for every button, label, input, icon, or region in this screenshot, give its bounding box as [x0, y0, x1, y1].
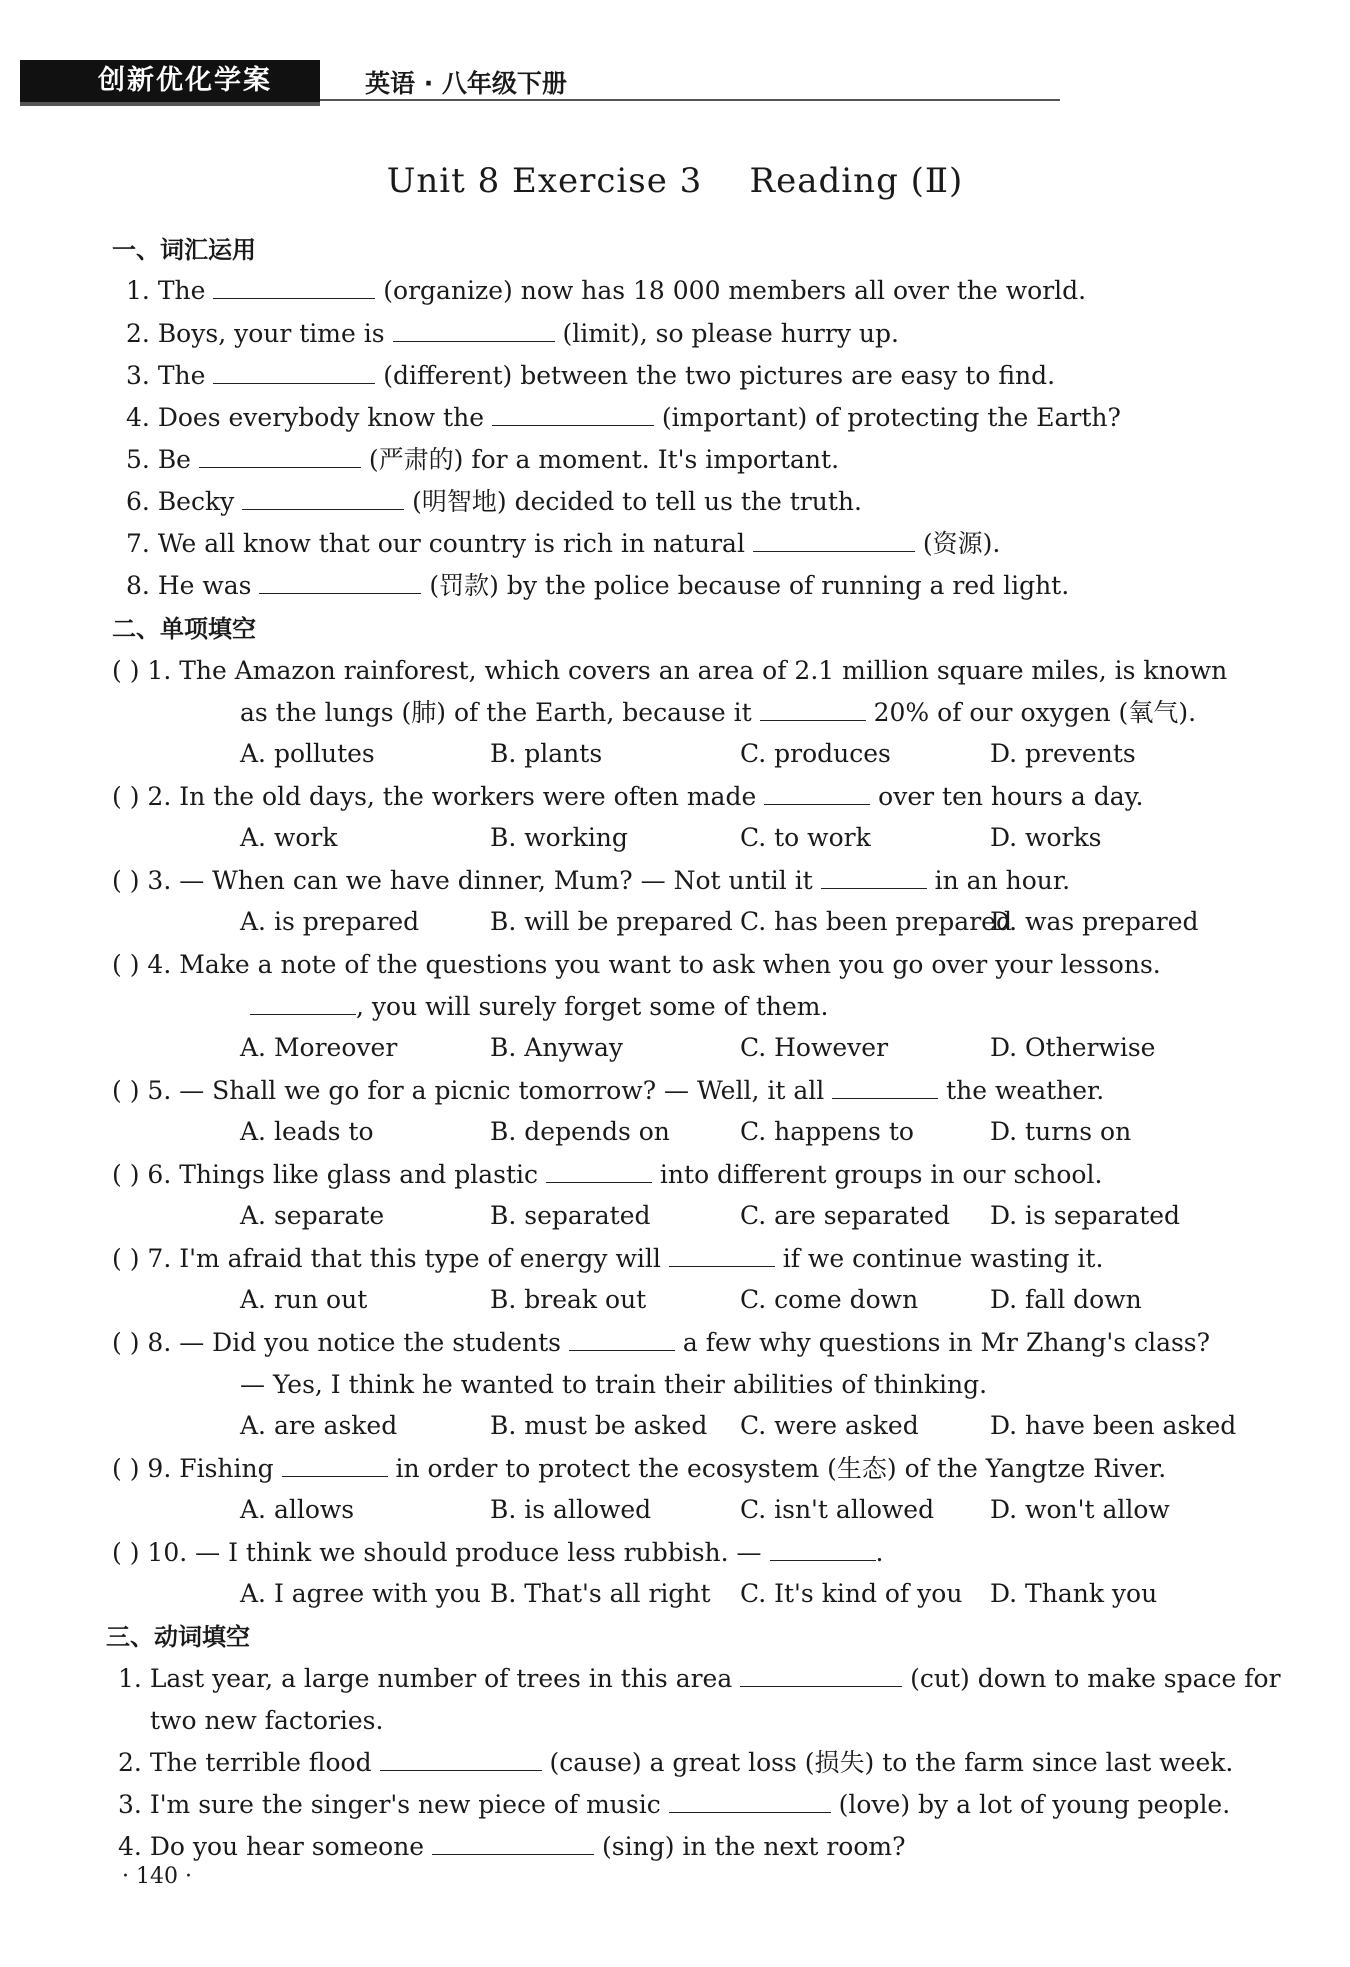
item-text: (cut) down to make space for [910, 1664, 1281, 1693]
option[interactable]: B. depends on [490, 1117, 670, 1146]
item-text: . [875, 1538, 884, 1567]
item-text: The [157, 361, 206, 390]
vocab-item-3 [126, 359, 1055, 393]
item-text: — When can we have dinner, Mum? — Not until it [179, 866, 813, 895]
answer-blank[interactable] [213, 274, 375, 299]
item-text: — I think we should produce less rubbish. — [195, 1538, 762, 1567]
vocab-item-5 [126, 443, 839, 477]
item-text: The Amazon rainforest, which covers an area of 2.1 million square miles, is known [179, 656, 1228, 685]
answer-blank[interactable] [432, 1830, 594, 1855]
item-text: (明智地) decided to tell us the truth. [412, 487, 862, 516]
brand-logo: 创新优化学案 [20, 60, 320, 106]
option[interactable]: C. are separated [740, 1201, 950, 1230]
page-number: · 140 · [122, 1864, 192, 1889]
answer-paren[interactable]: ( ) [112, 1538, 140, 1567]
option[interactable]: D. Otherwise [990, 1033, 1156, 1062]
vocab-item-6 [126, 485, 862, 519]
option[interactable]: A. work [240, 823, 338, 852]
item-text: (organize) now has 18 000 members all over the world. [383, 276, 1087, 305]
vocab-item-4 [126, 401, 1121, 435]
answer-blank[interactable] [770, 1536, 876, 1561]
item-number: 5. [126, 445, 150, 474]
answer-paren[interactable]: ( ) [112, 866, 140, 895]
answer-paren[interactable]: ( ) [112, 1454, 140, 1483]
mc-question-5 [112, 1074, 1104, 1108]
item-text: We all know that our country is rich in natural [157, 529, 745, 558]
item-number: 10. [147, 1538, 188, 1567]
option[interactable]: C. come down [740, 1285, 919, 1314]
item-text: (important) of protecting the Earth? [661, 403, 1121, 432]
option[interactable]: B. is allowed [490, 1495, 652, 1524]
answer-paren[interactable]: ( ) [112, 656, 140, 685]
option[interactable]: C. isn't allowed [740, 1495, 935, 1524]
option[interactable]: C. happens to [740, 1117, 914, 1146]
verb-item-1 [118, 1662, 1281, 1696]
answer-blank[interactable] [213, 359, 375, 384]
item-number: 7. [147, 1244, 172, 1273]
item-number: 4. [126, 403, 150, 432]
item-number: 2. [118, 1748, 142, 1777]
option[interactable]: C. to work [740, 823, 871, 852]
item-text: The terrible flood [149, 1748, 372, 1777]
item-number: 2. [147, 782, 172, 811]
item-number: 2. [126, 319, 150, 348]
header-divider [320, 99, 1060, 101]
item-number: 8. [126, 571, 150, 600]
item-number: 4. [118, 1832, 142, 1861]
answer-blank[interactable] [753, 527, 915, 552]
item-text: (love) by a lot of young people. [838, 1790, 1231, 1819]
answer-blank[interactable] [832, 1074, 938, 1099]
item-number: 7. [126, 529, 150, 558]
answer-paren[interactable]: ( ) [112, 1244, 140, 1273]
answer-blank[interactable] [250, 990, 356, 1015]
option[interactable]: C. It's kind of you [740, 1579, 963, 1608]
item-text: Be [157, 445, 191, 474]
mc-question-2 [112, 780, 1143, 814]
mc-question-8-line2: — Yes, I think he wanted to train their abilities of thinking. [240, 1370, 988, 1399]
mc-question-4-line2 [250, 990, 828, 1024]
verb-item-2 [118, 1746, 1233, 1780]
item-text: Fishing [179, 1454, 274, 1483]
mc-question-7 [112, 1242, 1103, 1276]
item-text: (limit), so please hurry up. [562, 319, 899, 348]
option[interactable]: B. plants [490, 739, 603, 768]
option[interactable]: A. I agree with you [240, 1579, 481, 1608]
option[interactable]: A. pollutes [240, 739, 375, 768]
item-number: 1. [147, 656, 172, 685]
item-text: (严肃的) for a moment. It's important. [368, 445, 840, 474]
option[interactable]: D. is separated [990, 1201, 1181, 1230]
item-number: 6. [126, 487, 150, 516]
section-heading: 二、单项填空 [112, 615, 256, 643]
mc-question-8 [112, 1326, 1210, 1360]
item-text: if we continue wasting it. [782, 1244, 1104, 1273]
option[interactable]: C. produces [740, 739, 891, 768]
option[interactable]: D. fall down [990, 1285, 1142, 1314]
item-text: (sing) in the next room? [602, 1832, 906, 1861]
answer-blank[interactable] [259, 569, 421, 594]
mc-question-10 [112, 1536, 883, 1570]
item-text: The [157, 276, 206, 305]
item-text: — Did you notice the students [179, 1328, 561, 1357]
mc-question-3 [112, 864, 1070, 898]
answer-blank[interactable] [282, 1452, 388, 1477]
verb-item-4 [118, 1830, 905, 1864]
item-text: in order to protect the ecosystem (生态) of the Yangtze River. [395, 1454, 1167, 1483]
page-header [20, 60, 1060, 104]
option[interactable]: D. won't allow [990, 1495, 1170, 1524]
item-number: 1. [118, 1664, 142, 1693]
item-text: in an hour. [934, 866, 1071, 895]
item-text: , you will surely forget some of them. [356, 992, 829, 1021]
answer-blank[interactable] [393, 317, 555, 342]
option[interactable]: D. prevents [990, 739, 1136, 768]
option[interactable]: B. working [490, 823, 628, 852]
answer-paren[interactable]: ( ) [112, 782, 140, 811]
option[interactable]: C. However [740, 1033, 889, 1062]
item-text: a few why questions in Mr Zhang's class? [682, 1328, 1211, 1357]
answer-blank[interactable] [569, 1326, 675, 1351]
item-text: (资源). [922, 529, 1001, 558]
option[interactable]: C. were asked [740, 1411, 919, 1440]
mc-question-1 [112, 654, 1227, 688]
option[interactable]: D. have been asked [990, 1411, 1237, 1440]
item-text: 20% of our oxygen (氧气). [873, 698, 1197, 727]
answer-blank[interactable] [492, 401, 654, 426]
item-text: Things like glass and plastic [179, 1160, 539, 1189]
item-number: 3. [118, 1790, 142, 1819]
section-heading: 三、动词填空 [106, 1623, 250, 1651]
answer-paren[interactable]: ( ) [112, 950, 140, 979]
item-number: 8. [147, 1328, 172, 1357]
item-text: Does everybody know the [157, 403, 484, 432]
item-text: into different groups in our school. [659, 1160, 1103, 1189]
option[interactable]: A. Moreover [240, 1033, 398, 1062]
answer-blank[interactable] [740, 1662, 902, 1687]
option[interactable]: A. leads to [240, 1117, 374, 1146]
item-text: — Shall we go for a picnic tomorrow? — Well, it all [179, 1076, 825, 1105]
option[interactable]: A. separate [240, 1201, 385, 1230]
mc-question-1-line2 [240, 696, 1196, 730]
option[interactable]: A. are asked [240, 1411, 398, 1440]
answer-blank[interactable] [669, 1242, 775, 1267]
option[interactable]: B. separated [490, 1201, 651, 1230]
option[interactable]: B. must be asked [490, 1411, 708, 1440]
answer-blank[interactable] [242, 485, 404, 510]
item-text: In the old days, the workers were often made [179, 782, 757, 811]
option[interactable]: D. Thank you [990, 1579, 1158, 1608]
item-number: 1. [126, 276, 150, 305]
vocab-item-2 [126, 317, 899, 351]
item-text: (cause) a great loss (损失) to the farm since last week. [549, 1748, 1234, 1777]
verb-item-3 [118, 1788, 1230, 1822]
mc-question-6 [112, 1158, 1102, 1192]
item-text: He was [157, 571, 252, 600]
item-text: (different) between the two pictures are easy to find. [383, 361, 1056, 390]
vocab-item-1 [126, 274, 1086, 308]
option[interactable]: B. Anyway [490, 1033, 623, 1062]
answer-blank[interactable] [821, 864, 927, 889]
answer-blank[interactable] [760, 696, 866, 721]
answer-blank[interactable] [199, 443, 361, 468]
answer-blank[interactable] [764, 780, 870, 805]
page-title: Unit 8 Exercise 3 Reading (Ⅱ) [386, 161, 964, 201]
item-number: 3. [147, 866, 172, 895]
vocab-item-7 [126, 527, 1000, 561]
item-number: 3. [126, 361, 150, 390]
answer-paren[interactable]: ( ) [112, 1160, 140, 1189]
option[interactable]: B. will be prepared [490, 907, 733, 936]
section-heading: 一、词汇运用 [112, 236, 256, 264]
item-number: 5. [147, 1076, 172, 1105]
mc-question-9 [112, 1452, 1166, 1486]
mc-question-4 [112, 948, 1161, 982]
verb-item-1-line2: two new factories. [150, 1706, 384, 1735]
option[interactable]: A. allows [240, 1495, 355, 1524]
item-text: Do you hear someone [149, 1832, 425, 1861]
subject-title: 英语 · 八年级下册 [365, 69, 567, 98]
option[interactable]: D. was prepared [990, 907, 1199, 936]
vocab-item-8 [126, 569, 1069, 603]
option[interactable]: D. works [990, 823, 1102, 852]
item-text: as the lungs (肺) of the Earth, because it [240, 698, 752, 727]
answer-paren[interactable]: ( ) [112, 1076, 140, 1105]
option[interactable]: B. That's all right [490, 1579, 711, 1608]
item-text: (罚款) by the police because of running a red light. [429, 571, 1070, 600]
item-number: 6. [147, 1160, 172, 1189]
item-text: the weather. [946, 1076, 1105, 1105]
item-number: 9. [147, 1454, 172, 1483]
answer-blank[interactable] [380, 1746, 542, 1771]
item-number: 4. [147, 950, 172, 979]
answer-blank[interactable] [546, 1158, 652, 1183]
answer-blank[interactable] [669, 1788, 831, 1813]
option[interactable]: A. run out [240, 1285, 368, 1314]
option[interactable]: D. turns on [990, 1117, 1132, 1146]
item-text: over ten hours a day. [878, 782, 1144, 811]
item-text: Last year, a large number of trees in this area [149, 1664, 733, 1693]
option[interactable]: C. has been prepared [740, 907, 1012, 936]
option[interactable]: A. is prepared [240, 907, 420, 936]
answer-paren[interactable]: ( ) [112, 1328, 140, 1357]
item-text: I'm sure the singer's new piece of music [149, 1790, 661, 1819]
item-text: I'm afraid that this type of energy will [179, 1244, 661, 1273]
item-text: Boys, your time is [157, 319, 385, 348]
item-text: Make a note of the questions you want to ask when you go over your lessons. [179, 950, 1161, 979]
item-text: Becky [157, 487, 235, 516]
option[interactable]: B. break out [490, 1285, 647, 1314]
